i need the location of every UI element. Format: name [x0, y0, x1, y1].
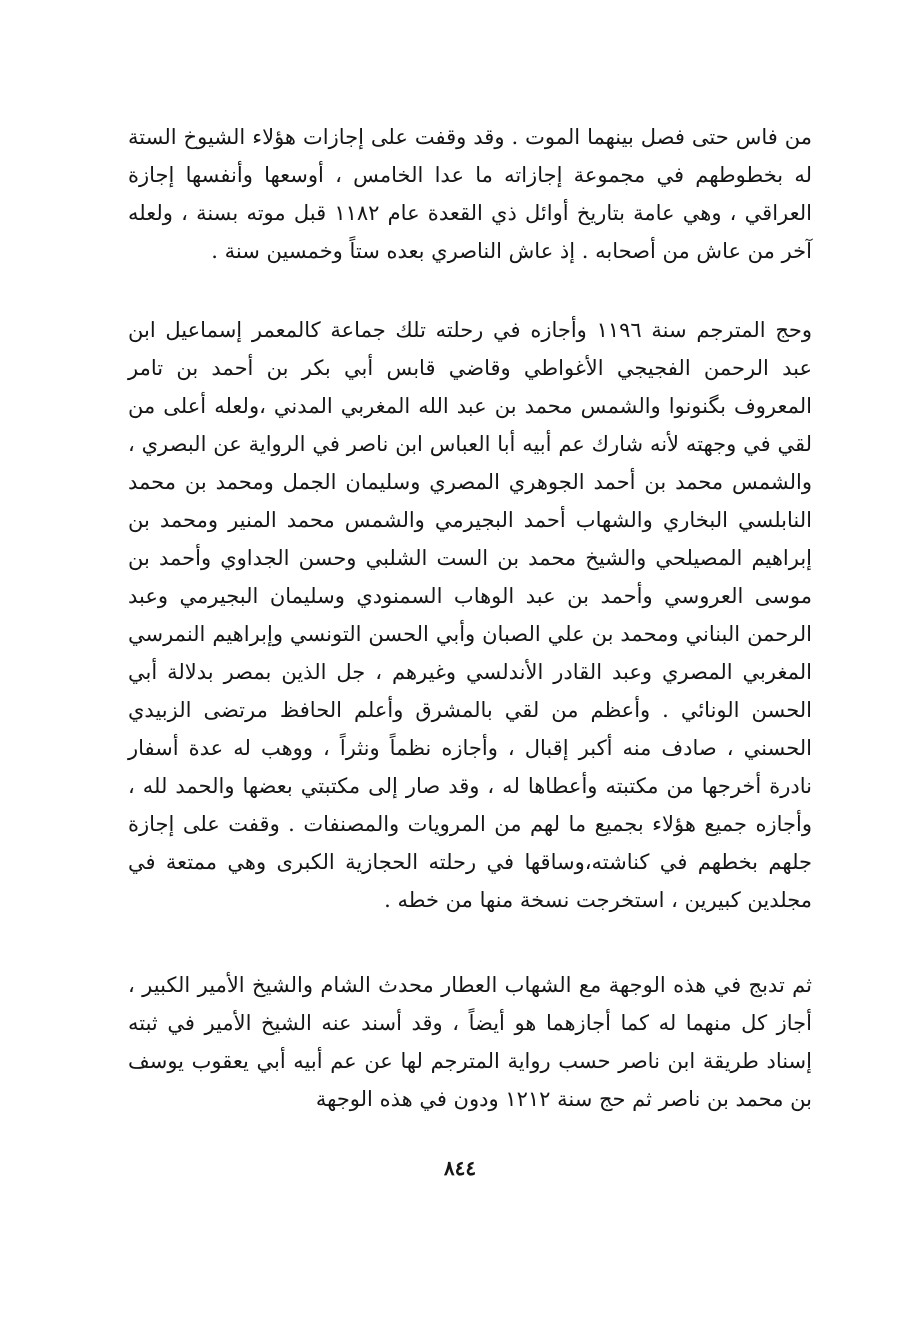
paragraph-3: ثم تدبج في هذه الوجهة مع الشهاب العطار محدث الشام والشيخ الأمير الكبير ، أجاز كل منهما له كما أجازهما هو أيضاً ، وقد أسند عنه الشيخ الأمير في ثبته إسناد طريقة ابن ناصر حسب رواية المترجم لها عن عم أبيه أبي يعقوب يوسف بن محمد بن ناصر ثم حج سنة ١٢١٢ ودون في هذه الوجهة: [128, 973, 812, 1111]
paragraph-2: وحج المترجم سنة ١١٩٦ وأجازه في رحلته تلك جماعة كالمعمر إسماعيل ابن عبد الرحمن الفجيجي الأغواطي وقاضي قابس أبي بكر بن أحمد بن تامر المعروف بگنونوا والشمس محمد بن عبد الله المغربي المدني ،ولعله أعلى من لقي في وجهته لأنه شارك عم أبيه أبا العباس ابن ناصر في الرواية عن البصري ، والشمس محمد بن أحمد الجوهري المصري وسليمان الجمل ومحمد بن محمد النابلسي البخاري والشهاب أحمد البجيرمي والشمس محمد المنير ومحمد بن إبراهيم المصيلحي والشيخ محمد بن الست الشلبي وحسن الجداوي وأحمد بن موسى العروسي وأحمد بن عبد الوهاب السمنودي وسليمان البجيرمي وعبد الرحمن البناني ومحمد بن علي الصبان وأبي الحسن التونسي وإبراهيم النمرسي المغربي المصري وعبد القادر الأندلسي وغيرهم ، جل الذين بمصر بدلالة أبي الحسن الونائي . وأعظم من لقي بالمشرق وأعلم الحافظ مرتضى الزبيدي الحسني ، صادف منه أكبر إقبال ، وأجازه نظماً ونثراً ، ووهب له عدة أسفار نادرة أخرجها من مكتبته وأعطاها له ، وقد صار إلى مكتبتي بعضها والحمد لله ، وأجازه جميع هؤلاء بجميع ما لهم من المرويات والمصنفات . وقفت على إجازة جلهم بخطهم في كناشته،وساقها في رحلته الحجازية الكبرى وهي ممتعة في مجلدين كبيرين ، استخرجت نسخة منها من خطه .: [128, 318, 812, 912]
paragraph-1: من فاس حتى فصل بينهما الموت . وقد وقفت على إجازات هؤلاء الشيوخ الستة له بخطوطهم في مجموعة إجازاته ما عدا الخامس ، أوسعها وأنفسها إجازة العراقي ، وهي عامة بتاريخ أوائل ذي القعدة عام ١١٨٢ قبل موته بسنة ، ولعله آخر من عاش من أصحابه . إذ عاش الناصري بعده ستاً وخمسين سنة .: [128, 125, 812, 263]
page-number: ٨٤٤: [443, 1156, 477, 1180]
